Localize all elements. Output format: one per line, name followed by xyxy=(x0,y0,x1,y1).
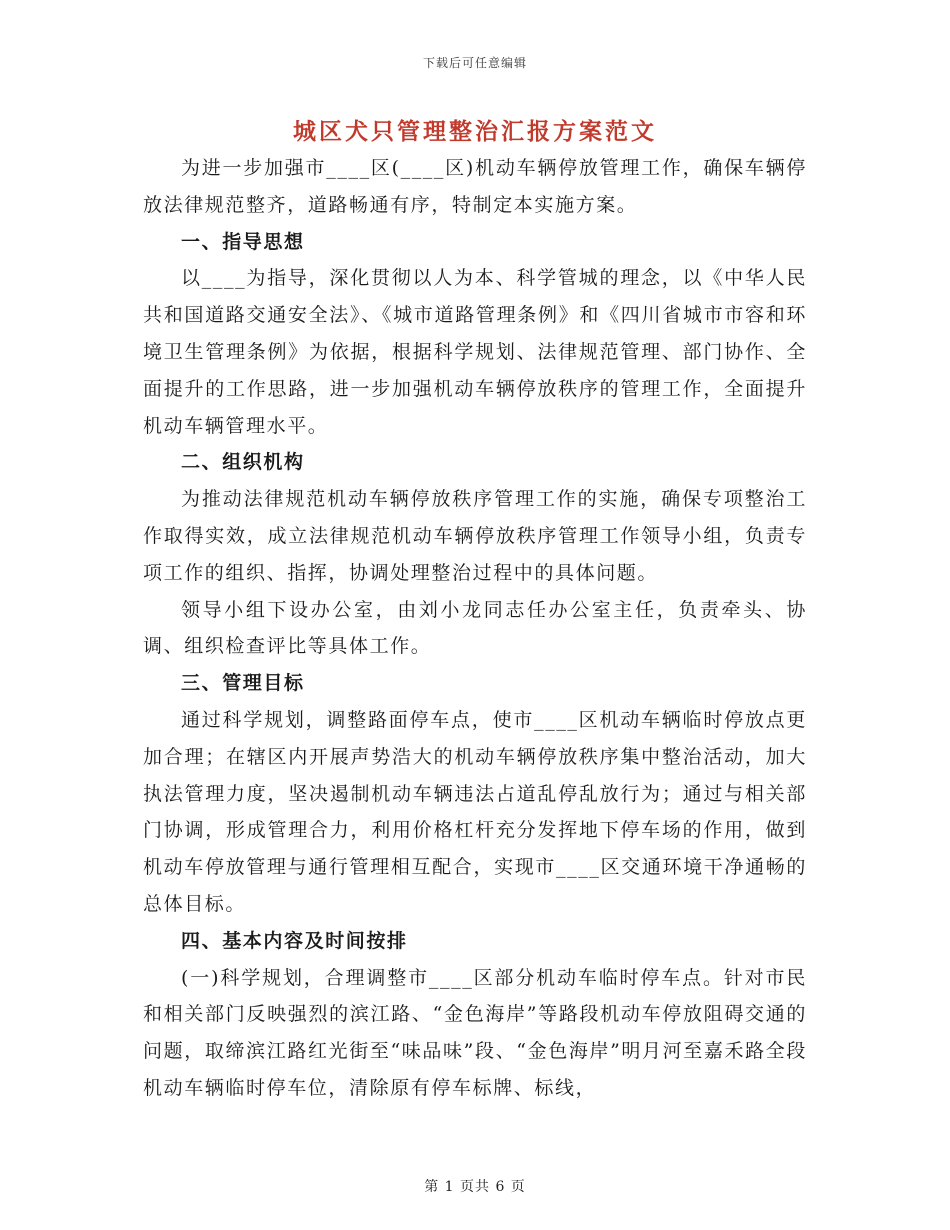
document-title: 城区犬只管理整治汇报方案范文 xyxy=(293,118,657,145)
document-body xyxy=(143,150,807,1107)
section-2-paragraph-2: 领导小组下设办公室，由刘小龙同志任办公室主任，负责牵头、协调、组织检查评比等具体工作。 xyxy=(143,598,807,658)
intro-paragraph: 为进一步加强市____区(____区)机动车辆停放管理工作，确保车辆停放法律规范整齐，道路畅通有序，特制定本实施方案。 xyxy=(143,157,807,216)
section-heading-3: 三、管理目标 xyxy=(181,672,305,695)
section-2-paragraph-1: 为推动法律规范机动车辆停放秩序管理工作的实施，确保专项整治工作取得实效，成立法律规范机动车辆停放秩序管理工作领导小组，负责专项工作的组织、指挥，协调处理整治过程中的具体问题。 xyxy=(143,488,807,584)
section-heading-4: 四、基本内容及时间按排 xyxy=(181,929,408,952)
page-footer: 第 1 页共 6 页 xyxy=(424,1179,526,1195)
section-heading-2: 二、组织机构 xyxy=(181,451,305,474)
section-1-paragraph: 以____为指导，深化贯彻以人为本、科学管城的理念，以《中华人民共和国道路交通安全法》、《城市道路管理条例》和《四川省城市市容和环境卫生管理条例》为依据，根据科学规划、法律规范管理、部门协作、全面提升的工作思路，进一步加强机动车辆停放秩序的管理工作，全面提升机动车辆管理水平。 xyxy=(143,267,807,437)
section-heading-1: 一、指导思想 xyxy=(181,230,305,253)
section-4-paragraph: (一)科学规划，合理调整市____区部分机动车临时停车点。针对市民和相关部门反映强烈的滨江路、“金色海岸”等路段机动车停放阻碍交通的问题，取缔滨江路红光街至“味品味”段、“金色海岸”明月河至嘉禾路全段机动车辆临时停车位，清除原有停车标牌、标线， xyxy=(143,966,807,1099)
header-note: 下载后可任意编辑 xyxy=(422,56,527,70)
section-3-paragraph: 通过科学规划，调整路面停车点，使市____区机动车辆临时停放点更加合理；在辖区内开展声势浩大的机动车辆停放秩序集中整治活动，加大执法管理力度，坚决遏制机动车辆违法占道乱停乱放行为；通过与相关部门协调，形成管理合力，利用价格杠杆充分发挥地下停车场的作用，做到机动车停放管理与通行管理相互配合，实现市____区交通环境干净通畅的总体目标。 xyxy=(143,708,807,915)
